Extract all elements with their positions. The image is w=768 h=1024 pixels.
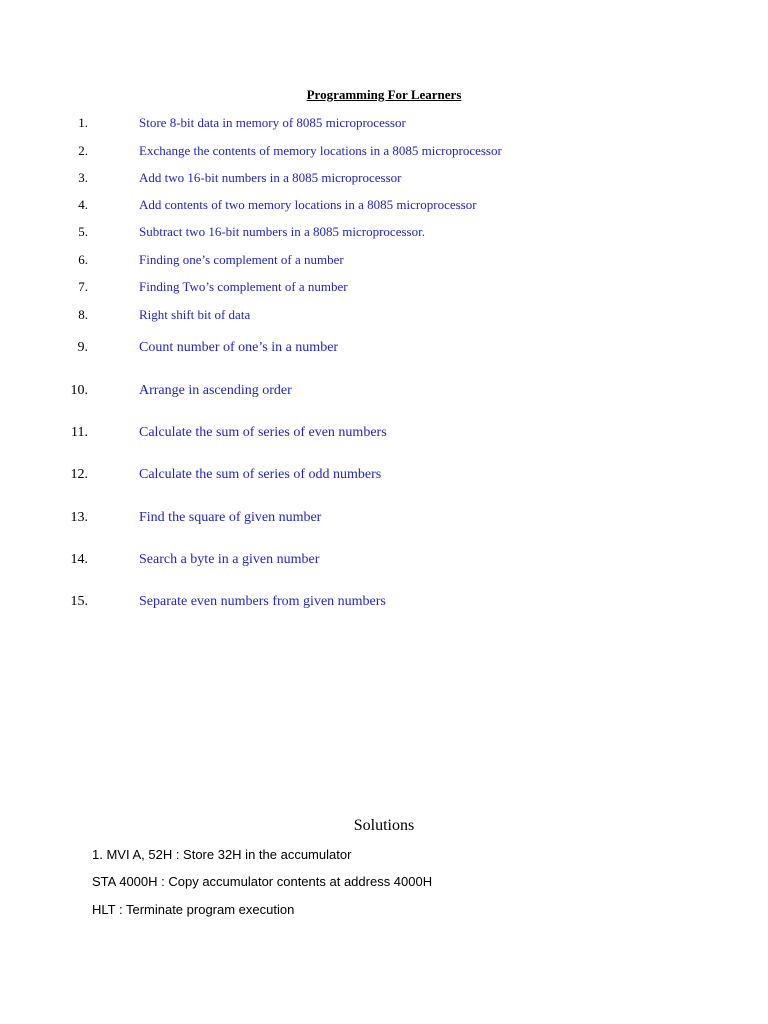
list-item	[0, 113, 700, 133]
list-item-number: 1.	[78, 115, 88, 130]
list-item	[0, 508, 700, 528]
list-item-link[interactable]: Finding Two’s complement of a number	[139, 279, 348, 294]
list-item-number: 14.	[70, 552, 88, 567]
list-item-number: 15.	[70, 594, 88, 609]
list-item	[0, 423, 700, 443]
list-item	[0, 222, 700, 242]
list-item-link[interactable]: Add contents of two memory locations in a 8085 microprocessor	[139, 197, 477, 212]
list-item-number: 5.	[78, 224, 88, 239]
list-item-link[interactable]: Find the square of given number	[139, 510, 322, 525]
list-item-link[interactable]: Exchange the contents of memory locations in a 8085 microprocessor	[139, 143, 502, 158]
list-item-number: 12.	[70, 467, 88, 482]
list-item	[0, 195, 700, 215]
list-item-number: 2.	[78, 143, 88, 158]
list-item-number: 10.	[70, 383, 88, 398]
list-item-link[interactable]: Finding one’s complement of a number	[139, 252, 344, 267]
solution-line: 1. MVI A, 52H : Store 32H in the accumulator	[92, 847, 352, 862]
list-item-link[interactable]: Arrange in ascending order	[139, 383, 292, 398]
list-item-link[interactable]: Separate even numbers from given numbers	[139, 594, 386, 609]
solution-line: HLT : Terminate program execution	[92, 902, 295, 917]
list-item-link[interactable]: Calculate the sum of series of even numbers	[139, 425, 387, 440]
list-item-number: 8.	[78, 307, 88, 322]
list-item-link[interactable]: Subtract two 16-bit numbers in a 8085 microprocessor.	[139, 224, 425, 239]
list-item-number: 6.	[78, 252, 88, 267]
list-item	[0, 250, 700, 270]
solution-line: STA 4000H : Copy accumulator contents at address 4000H	[92, 874, 433, 889]
list-item	[0, 168, 700, 188]
list-item-number: 11.	[71, 425, 88, 440]
list-item-link[interactable]: Search a byte in a given number	[139, 552, 320, 567]
list-item	[0, 277, 700, 297]
list-item	[0, 592, 700, 612]
list-item-link[interactable]: Count number of one’s in a number	[139, 340, 339, 355]
list-item-number: 4.	[78, 197, 88, 212]
list-item	[0, 550, 700, 570]
list-item	[0, 338, 700, 358]
list-item	[0, 465, 700, 485]
list-item	[0, 141, 700, 161]
list-item-number: 9.	[77, 340, 88, 355]
list-item-link[interactable]: Calculate the sum of series of odd numbers	[139, 467, 382, 482]
document-title: Programming For Learners	[306, 87, 462, 102]
solutions-heading: Solutions	[353, 817, 415, 834]
list-item	[0, 305, 700, 325]
list-item-link[interactable]: Right shift bit of data	[139, 307, 251, 322]
list-item-number: 7.	[78, 279, 88, 294]
list-item-number: 3.	[78, 170, 88, 185]
list-item-link[interactable]: Store 8-bit data in memory of 8085 microprocessor	[139, 115, 406, 130]
list-item-link[interactable]: Add two 16-bit numbers in a 8085 microprocessor	[139, 170, 402, 185]
list-item-number: 13.	[70, 510, 88, 525]
list-item	[0, 381, 700, 401]
